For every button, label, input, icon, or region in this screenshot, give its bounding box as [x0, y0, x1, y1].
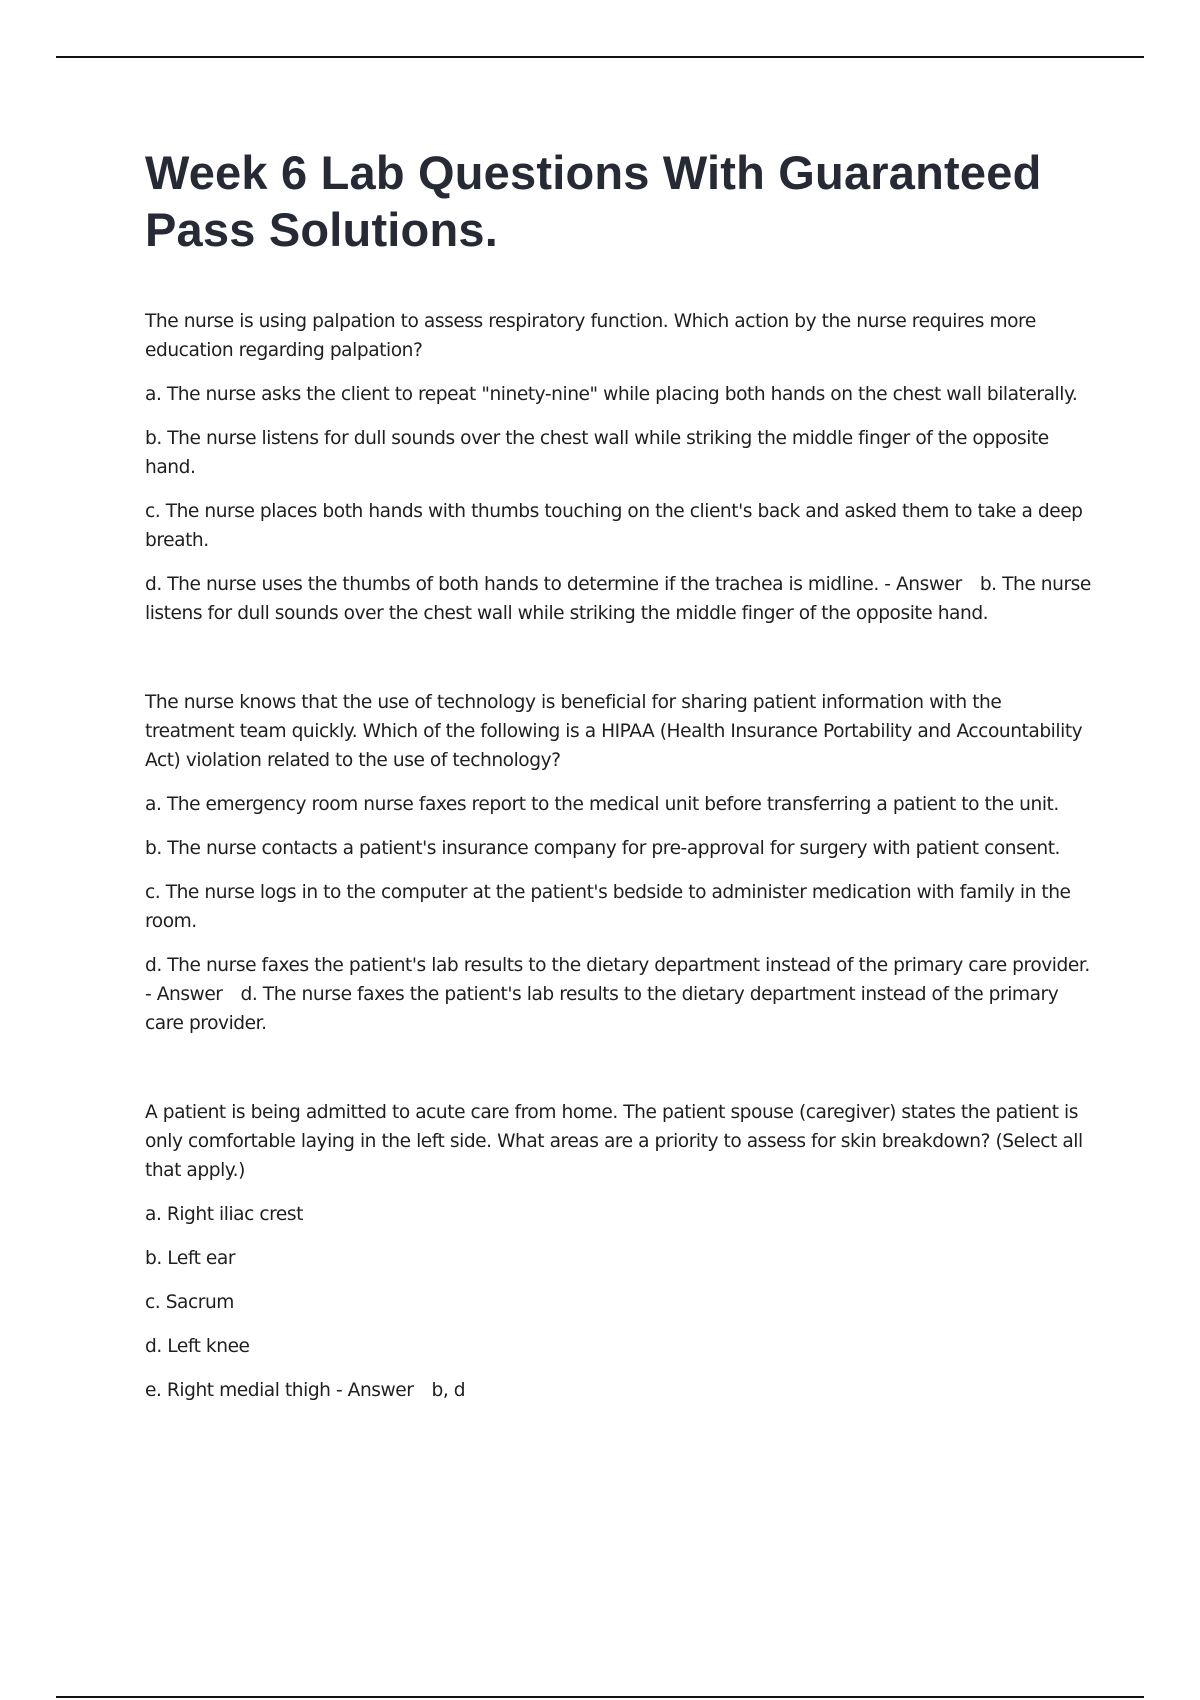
question-prompt: A patient is being admitted to acute care from home. The patient spouse (caregiver) states the patient is only comfortable laying in the left side. What areas are a priority to assess for skin breakdown? (Select all that apply.): [145, 1102, 1083, 1181]
answer-option-with-answer: [145, 1376, 1095, 1405]
answer-option: a. Right iliac crest: [145, 1204, 303, 1225]
answer-option: b. The nurse listens for dull sounds over the chest wall while striking the middle finger of the opposite hand.: [145, 428, 1049, 478]
question-prompt: The nurse knows that the use of technology is beneficial for sharing patient information with the treatment team quickly. Which of the following is a HIPAA (Health Insurance Portability and Accountability Act) violation related to the use of technology?: [145, 692, 1083, 771]
answer-option: d. The nurse uses the thumbs of both hands to determine if the trachea is midline. - Answer: [145, 574, 962, 595]
question-prompt: The nurse is using palpation to assess respiratory function. Which action by the nurse requires more education regarding palpation?: [145, 311, 1036, 361]
answer-option: c. The nurse logs in to the computer at the patient's bedside to administer medication with family in the room.: [145, 882, 1071, 932]
answer-option: e. Right medial thigh - Answer: [145, 1380, 414, 1401]
correct-answer: b. The nurse listens for dull sounds over the chest wall while striking the middle finger of the opposite hand.: [145, 574, 1091, 624]
document-title: Week 6 Lab Questions With Guaranteed Pass Solutions.: [145, 146, 1042, 256]
document-body: [145, 144, 1095, 1465]
correct-answer: b, d: [431, 1380, 466, 1401]
top-rule: [56, 56, 1144, 58]
question-block: [145, 1098, 1095, 1405]
answer-option: d. The nurse faxes the patient's lab results to the dietary department instead of the primary care provider. - Answer: [145, 955, 1090, 1005]
answer-option: c. The nurse places both hands with thumbs touching on the client's back and asked them to take a deep breath.: [145, 501, 1083, 551]
answer-option: a. The nurse asks the client to repeat "ninety-nine" while placing both hands on the chest wall bilaterally.: [145, 384, 1078, 405]
answer-option-with-answer: [145, 951, 1095, 1038]
answer-option-with-answer: [145, 570, 1095, 628]
answer-option: b. Left ear: [145, 1248, 236, 1269]
answer-option: c. Sacrum: [145, 1292, 234, 1313]
answer-option: d. Left knee: [145, 1336, 250, 1357]
answer-option: b. The nurse contacts a patient's insurance company for pre-approval for surgery with patient consent.: [145, 838, 1061, 859]
bottom-rule: [56, 1696, 1144, 1698]
correct-answer: d. The nurse faxes the patient's lab results to the dietary department instead of the primary care provider.: [145, 984, 1059, 1034]
answer-option: a. The emergency room nurse faxes report to the medical unit before transferring a patient to the unit.: [145, 794, 1059, 815]
question-block: [145, 688, 1095, 1038]
question-block: [145, 307, 1095, 628]
